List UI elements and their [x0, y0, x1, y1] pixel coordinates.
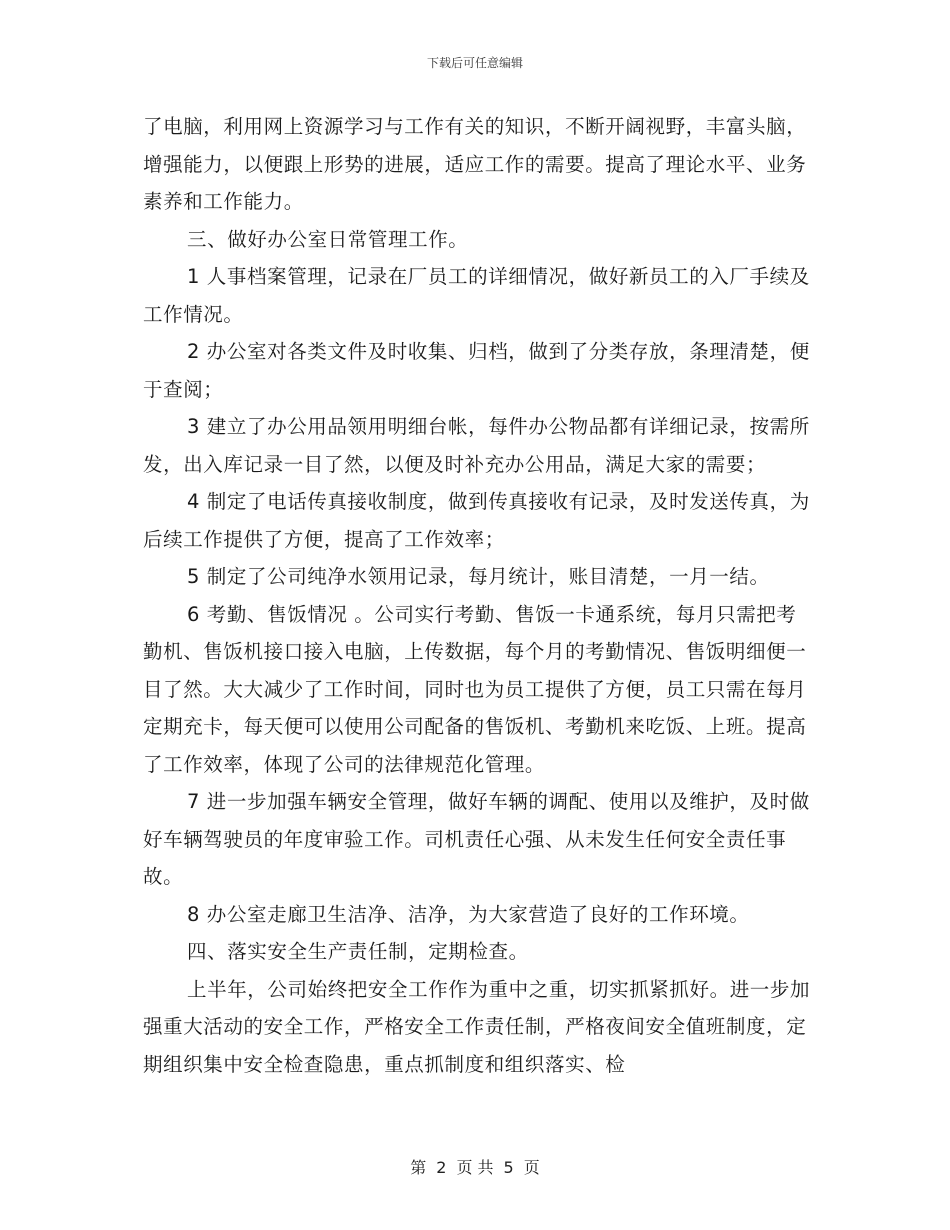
- paragraph: 了电脑，利用网上资源学习与工作有关的知识，不断开阔视野，丰富头脑，增强能力，以便跟上形势的进展，适应工作的需要。提高了理论水平、业务素养和工作能力。: [143, 115, 807, 213]
- paragraph: 上半年，公司始终把安全工作作为重中之重，切实抓紧抓好。进一步加强重大活动的安全工作，严格安全工作责任制，严格夜间安全值班制度，定期组织集中安全检查隐患，重点抓制度和组织落实、检: [143, 977, 811, 1076]
- paragraph: 1 人事档案管理，记录在厂员工的详细情况，做好新员工的入厂手续及工作情况。: [143, 265, 810, 326]
- footer-prefix: 第: [410, 1158, 427, 1177]
- paragraph: 8 办公室走廊卫生洁净、洁净，为大家营造了良好的工作环境。: [187, 902, 750, 926]
- paragraph: 6 考勤、售饭情况 。公司实行考勤、售饭一卡通系统，每月只需把考勤机、售饭机接口接入电脑，上传数据，每个月的考勤情况、售饭明细便一目了然。大大减少了工作时间，同时也为员工提供了方便，员工只需在每月定期充卡，每天便可以使用公司配备的售饭机、考勤机来吃饭、上班。提高了工作效率，体现了公司的法律规范化管理。: [143, 602, 807, 776]
- paragraph: 3 建立了办公用品领用明细台帐，每件办公物品都有详细记录，按需所发，出入库记录一目了然，以便及时补充办公用品，满足大家的需要；: [143, 415, 810, 476]
- paragraph: 4 制定了电话传真接收制度，做到传真接收有记录，及时发送传真，为后续工作提供了方便，提高了工作效率；: [143, 490, 810, 551]
- paragraph: 2 办公室对各类文件及时收集、归档，做到了分类存放，条理清楚，便于查阅；: [143, 340, 810, 401]
- page-header: 下载后可任意编辑: [426, 56, 523, 70]
- page-number: 2: [436, 1158, 447, 1177]
- page-footer: [0, 1155, 950, 1178]
- page-total: 5: [503, 1158, 514, 1177]
- paragraph: 5 制定了公司纯净水领用记录，每月统计，账目清楚，一月一结。: [187, 565, 770, 588]
- footer-mid: 页 共: [456, 1158, 494, 1177]
- footer-suffix: 页: [523, 1158, 540, 1177]
- section-heading: 四、落实安全生产责任制，定期检查。: [187, 940, 529, 963]
- paragraph: 7 进一步加强车辆安全管理，做好车辆的调配、使用以及维护，及时做好车辆驾驶员的年度审验工作。司机责任心强、从未发生任何安全责任事故。: [143, 790, 810, 888]
- document-body: [143, 108, 811, 1083]
- section-heading: 三、做好办公室日常管理工作。: [187, 227, 469, 251]
